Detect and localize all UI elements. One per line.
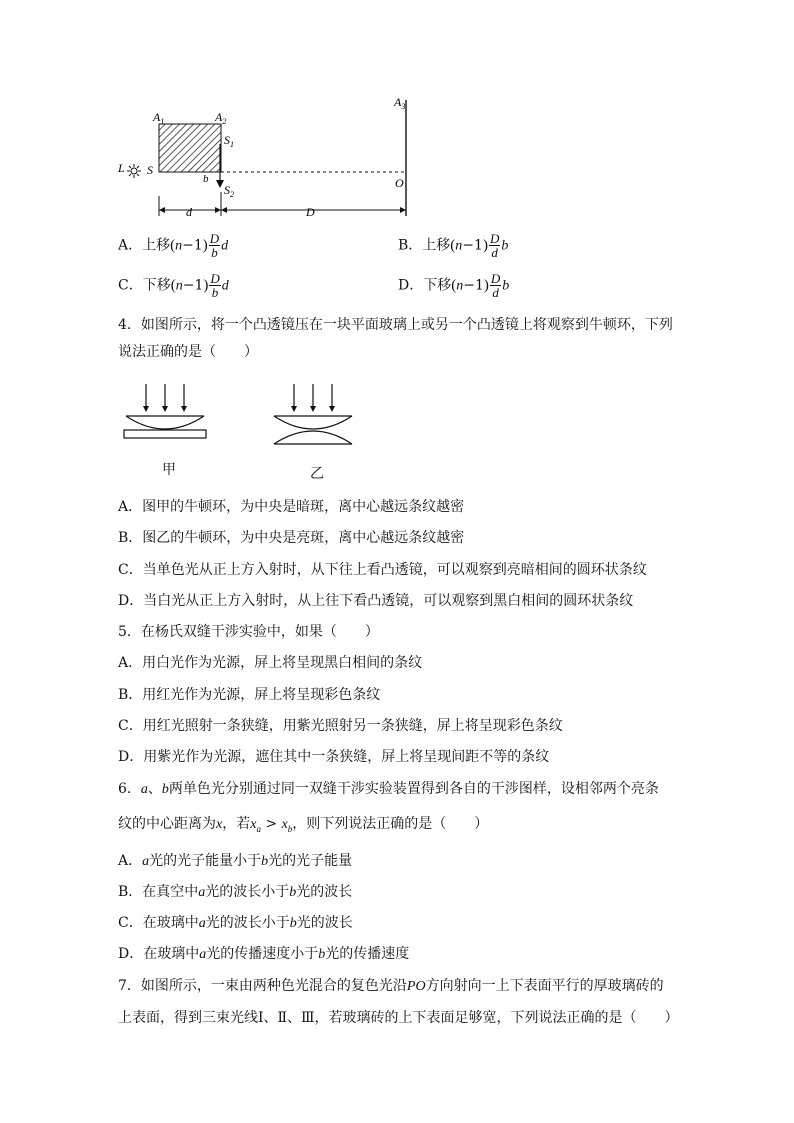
q5-option-a[interactable]: A．用白光作为光源，屏上将呈现黑白相间的条纹 [118,655,423,671]
q4-stem-line1: 4．如图所示，将一个凸透镜压在一块平面玻璃上或另一个凸透镜上将观察到牛顿环，下列 [118,317,673,333]
label-S: S [147,163,153,177]
q4-option-d[interactable]: D．当白光从正上方入射时，从上往下看凸透镜，可以观察到黑白相间的圆环状条纹 [118,593,634,609]
label-O: O [395,176,404,190]
q6-option-b[interactable]: B．在真空中a光的波长小于b光的波长 [118,884,353,900]
q6-option-d[interactable]: D．在玻璃中a光的传播速度小于b光的传播速度 [118,946,410,962]
q3-option-d[interactable]: D．下移(n−1) $\frac{D}{d}$ b [398,271,510,300]
sun-icon [127,164,141,178]
newton-rings-diagram [118,378,368,458]
q4-stem-line2: 说法正确的是（ ） [118,344,258,360]
label-b: b [203,173,209,185]
q5-option-c[interactable]: C．用红光照射一条狭缝，用紫光照射另一条狭缝，屏上将呈现彩色条纹 [118,718,563,734]
q3-option-c[interactable]: C．下移(n−1) $\frac{D}{b}$ d [118,271,229,300]
double-slit-diagram [112,92,422,224]
q6-option-a[interactable]: A．a光的光子能量小于b光的光子能量 [118,853,353,869]
label-D: D [306,205,315,219]
q7-stem-line2: 上表面，得到三束光线Ⅰ、Ⅱ、Ⅲ，若玻璃砖的上下表面足够宽，下列说法正确的是（ ） [118,1010,679,1026]
shift-arrowhead [216,180,224,188]
label-S1: $S_1$ [224,133,234,149]
q4-option-b[interactable]: B．图乙的牛顿环，为中央是亮斑，离中心越远条纹越密 [118,530,465,546]
q6-stem-line1: 6．a、b两单色光分别通过同一双缝干涉实验装置得到各自的干涉图样，设相邻两个亮条 [118,781,659,797]
q6-option-c[interactable]: C．在玻璃中a光的波长小于b光的波长 [118,915,353,931]
q5-stem: 5．在杨氏双缝干涉实验中，如果（ ） [118,624,379,640]
q3-option-a[interactable]: A．上移(n−1) $\frac{D}{b}$ d [118,231,229,260]
label-A1: $A_1$ [153,110,165,126]
label-d: d [186,205,192,219]
lens-lower-curve-yi [274,431,352,444]
label-L: L [118,161,125,175]
label-A3: $A_3$ [394,95,406,111]
hatched-block [159,124,221,172]
glass-plate-jia [124,430,206,438]
q3-option-b[interactable]: B．上移(n−1) $\frac{D}{d}$ b [398,231,509,260]
q4-option-a[interactable]: A．图甲的牛顿环，为中央是暗斑，离中心越远条纹越密 [118,499,465,515]
fig-label-jia: 甲 [162,462,176,478]
q5-option-d[interactable]: D．用紫光作为光源，遮住其中一条狭缝，屏上将呈现间距不等的条纹 [118,749,550,765]
q5-option-b[interactable]: B．用红光作为光源，屏上将呈现彩色条纹 [118,687,381,703]
label-S2: $S_2$ [224,183,234,199]
q6-stem-line2: 纹的中心距离为x，若$x_a > x_b$，则下列说法正确的是（ ） [118,816,489,834]
label-A2: $A_2$ [215,110,227,126]
lens-curve-jia [126,416,204,429]
fig-label-yi: 乙 [310,466,324,482]
q7-stem-line1: 7．如图所示，一束由两种色光混合的复色光沿PO方向射向一上下表面平行的厚玻璃砖的 [118,978,664,994]
q4-option-c[interactable]: C．当单色光从正上方入射时，从下往上看凸透镜，可以观察到亮暗相间的圆环状条纹 [118,562,647,578]
lens-upper-curve-yi [274,416,352,429]
